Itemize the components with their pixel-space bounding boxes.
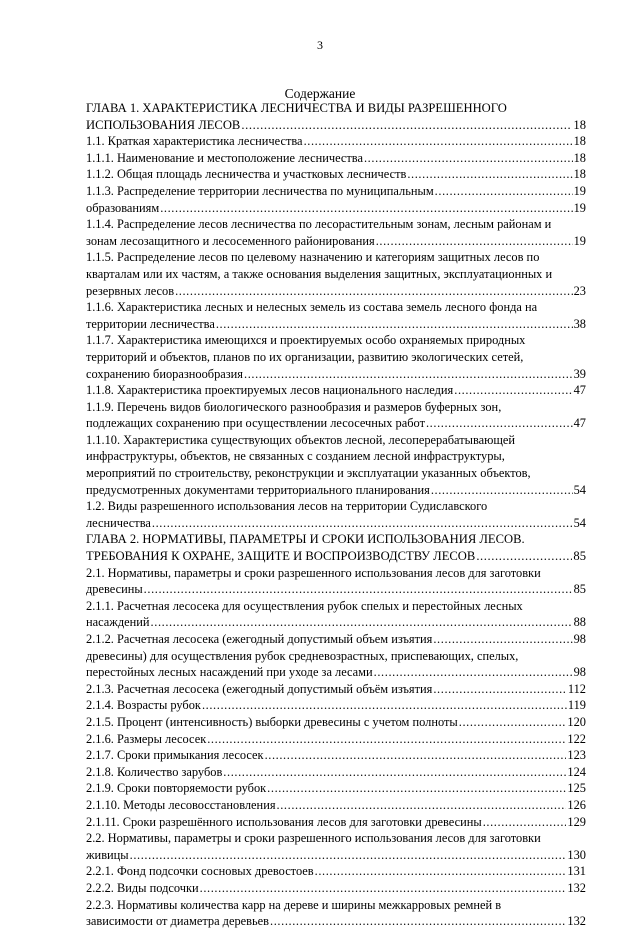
toc-entry-text: кварталам или их частям, а также основания выделения защитных, эксплуатационных и xyxy=(86,266,553,281)
toc-entry-row xyxy=(86,166,586,183)
toc-entry xyxy=(86,747,586,764)
toc-dot-leader xyxy=(364,150,573,167)
toc-dot-leader xyxy=(216,316,573,333)
toc-entry-text: 1.1.2. Общая площадь лесничества и участковых лесничеств xyxy=(86,167,407,182)
toc-entry-text: 2.1.11. Сроки разрешённого использования лесов для заготовки древесины xyxy=(86,814,482,829)
toc-entry-text: насаждений xyxy=(86,615,150,630)
toc-dot-leader xyxy=(160,200,572,217)
toc-entry-text: 2.1.4. Возрасты рубок xyxy=(86,698,201,713)
toc-entry-row xyxy=(86,415,586,432)
toc-entry-row xyxy=(86,117,586,134)
toc-entry-text: 1.1.4. Распределение лесов лесничества по лесорастительным зонам, лесным районам и xyxy=(86,217,552,232)
toc-entry-text: мероприятий по строительству, реконструкции и эксплуатации указанных объектов, xyxy=(86,466,531,481)
toc-entry xyxy=(86,332,586,382)
toc-entry-text: 2.1.8. Количество зарубов xyxy=(86,764,223,779)
toc-page-number: 129 xyxy=(567,814,586,829)
toc-entry xyxy=(86,631,586,648)
toc-entry-row xyxy=(86,880,586,897)
toc-entry-text: 1.2. Виды разрешенного использования лесов на территории Судиславского xyxy=(86,499,488,514)
toc-entry-text: ГЛАВА 2. НОРМАТИВЫ, ПАРАМЕТРЫ И СРОКИ ИСПОЛЬЗОВАНИЯ ЛЕСОВ. xyxy=(86,532,525,547)
toc-page-number: 124 xyxy=(567,764,586,779)
toc-entry xyxy=(86,880,586,897)
toc-entry-row xyxy=(86,814,586,831)
toc-dot-leader xyxy=(435,183,573,200)
toc-entry-row xyxy=(86,366,586,383)
toc-page-number: 19 xyxy=(573,233,586,248)
toc-entry-row xyxy=(86,581,586,598)
toc-page-number: 38 xyxy=(573,316,586,331)
toc-dot-leader xyxy=(207,731,566,748)
toc-entry xyxy=(86,731,586,748)
toc-entry-text: зависимости от диаметра деревьев xyxy=(86,914,270,929)
toc-entry xyxy=(86,764,586,781)
toc-entry-row xyxy=(86,863,586,880)
toc-page-number: 18 xyxy=(573,134,586,149)
toc-entry xyxy=(86,648,586,681)
toc-entry xyxy=(86,150,586,167)
toc-page-number: 120 xyxy=(567,714,586,729)
toc-entry-text: образованиям xyxy=(86,200,160,215)
toc-entry-row xyxy=(86,780,586,797)
toc-entry-text: подлежащих сохранению при осуществлении лесосечных работ xyxy=(86,416,425,431)
toc-entry xyxy=(86,166,586,183)
toc-entry xyxy=(86,432,586,498)
toc-entry xyxy=(86,830,586,863)
toc-dot-leader xyxy=(407,166,572,183)
toc-entry-text: 1.1.1. Наименование и местоположение лесничества xyxy=(86,150,363,165)
toc-dot-leader xyxy=(374,664,573,681)
toc-dot-leader xyxy=(454,382,572,399)
toc-page-number: 130 xyxy=(567,847,586,862)
toc-entry-row xyxy=(86,764,586,781)
toc-entry-text: 2.1. Нормативы, параметры и сроки разрешенного использования лесов для заготовки xyxy=(86,565,541,580)
toc-entry xyxy=(86,565,586,598)
toc-dot-leader xyxy=(304,133,573,150)
toc-entry-text: 2.1.9. Сроки повторяемости рубок xyxy=(86,781,267,796)
toc-page-number: 18 xyxy=(573,167,586,182)
toc-page-number: 132 xyxy=(567,914,586,929)
toc-page-number: 98 xyxy=(573,665,586,680)
toc-entry-text: 2.1.5. Процент (интенсивность) выборки древесины с учетом полноты xyxy=(86,714,458,729)
toc-entry-row xyxy=(86,283,586,300)
toc-entry xyxy=(86,133,586,150)
toc-page-number: 23 xyxy=(573,283,586,298)
toc-entry xyxy=(86,897,586,930)
toc-entry xyxy=(86,681,586,698)
toc-entry-row xyxy=(86,664,586,681)
toc-page-number: 85 xyxy=(573,582,586,597)
toc-entry-row xyxy=(86,614,586,631)
toc-page-number: 54 xyxy=(573,482,586,497)
toc-chapter-entry xyxy=(86,100,586,133)
toc-dot-leader xyxy=(476,548,572,565)
toc-entry xyxy=(86,814,586,831)
toc-dot-leader xyxy=(144,581,573,598)
toc-entry-row xyxy=(86,847,586,864)
toc-entry xyxy=(86,183,586,200)
toc-page-number: 18 xyxy=(573,117,586,132)
page-number: 3 xyxy=(317,38,323,52)
toc-dot-leader xyxy=(223,764,566,781)
toc-page-number: 88 xyxy=(573,615,586,630)
toc-entry-text: территории лесничества xyxy=(86,316,215,331)
toc-page-number: 39 xyxy=(573,366,586,381)
toc-entry-text: 2.1.1. Расчетная лесосека для осуществления рубок спелых и перестойных лесных xyxy=(86,598,523,613)
toc-entry-text: 2.2. Нормативы, параметры и сроки разрешенного использования лесов для заготовки xyxy=(86,831,541,846)
toc-entry xyxy=(86,249,586,299)
toc-dot-leader xyxy=(376,233,573,250)
toc-entry-row xyxy=(86,548,586,565)
toc-dot-leader xyxy=(270,913,566,930)
toc-page-number: 18 xyxy=(573,150,586,165)
toc-page-number: 126 xyxy=(567,797,586,812)
toc-entry-text: 2.1.3. Расчетная лесосека (ежегодный допустимый объём изъятия xyxy=(86,681,433,696)
toc-entry-text: 2.2.3. Нормативы количества карр на дереве и ширины межкарровых ремней в xyxy=(86,897,502,912)
toc-dot-leader xyxy=(152,515,573,532)
toc-entry xyxy=(86,863,586,880)
toc-entry-text: лесничества xyxy=(86,515,151,530)
toc-entry-row xyxy=(86,482,586,499)
toc-entry xyxy=(86,797,586,814)
toc-page-number: 98 xyxy=(573,632,586,646)
toc-page-number: 54 xyxy=(573,515,586,530)
toc-page-number: 131 xyxy=(567,864,586,879)
toc-dot-leader xyxy=(267,780,566,797)
toc-entry-text: 2.1.2. Расчетная лесосека (ежегодный допустимый объем изъятия xyxy=(86,632,433,646)
toc-entry-text: 1.1.8. Характеристика проектируемых лесов национального наследия xyxy=(86,383,454,398)
toc-page-number: 112 xyxy=(567,681,586,696)
toc-entry xyxy=(86,780,586,797)
toc-entry-text: древесины) для осуществления рубок средневозрастных, приспевающих, спелых, xyxy=(86,648,519,663)
toc-entry-text: 1.1. Краткая характеристика лесничества xyxy=(86,134,303,149)
toc-entry-row xyxy=(86,233,586,250)
toc-dot-leader xyxy=(433,631,572,648)
toc-dot-leader xyxy=(130,847,567,864)
toc-entry-text: резервных лесов xyxy=(86,283,175,298)
toc-entry xyxy=(86,697,586,714)
toc-entry-text: 2.1.6. Размеры лесосек xyxy=(86,731,207,746)
toc-entry-row xyxy=(86,200,586,217)
toc-page-number: 85 xyxy=(573,549,586,564)
toc-entry-text: 2.1.7. Сроки примыкания лесосек xyxy=(86,748,264,763)
toc-entry-text: 1.1.3. Распределение территории лесничества по муниципальным xyxy=(86,183,434,198)
toc-dot-leader xyxy=(244,366,573,383)
toc-entry-row xyxy=(86,316,586,333)
toc-dot-leader xyxy=(151,614,573,631)
toc-entry-row xyxy=(86,913,586,930)
toc-dot-leader xyxy=(200,880,567,897)
toc-page-number: 119 xyxy=(567,698,586,713)
toc-entry-text: 1.1.6. Характеристика лесных и нелесных земель из состава земель лесного фонда на xyxy=(86,300,538,315)
toc-entry xyxy=(86,399,586,432)
toc-entry-text: зонам лесозащитного и лесосеменного районирования xyxy=(86,233,375,248)
toc-entry xyxy=(86,299,586,332)
toc-entry xyxy=(86,382,586,399)
toc-entry-text: территорий и объектов, планов по их организации, развитию экологических сетей, xyxy=(86,349,524,364)
toc-entry-row xyxy=(86,681,586,698)
toc-entry-row xyxy=(86,731,586,748)
toc-page-number: 19 xyxy=(573,200,586,215)
toc-entry-row xyxy=(86,714,586,731)
toc-entry-row xyxy=(86,631,586,648)
toc-entry-text: ГЛАВА 1. ХАРАКТЕРИСТИКА ЛЕСНИЧЕСТВА И ВИДЫ РАЗРЕШЕННОГО xyxy=(86,101,507,115)
toc-entry-row xyxy=(86,797,586,814)
toc-dot-leader xyxy=(202,697,567,714)
toc-page-number: 19 xyxy=(573,183,586,198)
toc-dot-leader xyxy=(175,283,573,300)
toc-dot-leader xyxy=(265,747,567,764)
toc-entry-text: 2.2.1. Фонд подсочки сосновых древостоев xyxy=(86,864,314,879)
toc-entry xyxy=(86,714,586,731)
toc-entry-text: 1.1.7. Характеристика имеющихся и проектируемых особо охраняемых природных xyxy=(86,333,526,348)
toc-page-number: 123 xyxy=(567,748,586,763)
toc-dot-leader xyxy=(277,797,567,814)
toc-entry-text: инфраструктуры, объектов, не связанных с созданием лесной инфраструктуры, xyxy=(86,449,505,464)
toc-title: Содержание xyxy=(284,86,356,101)
toc-entry-text: 1.1.10. Характеристика существующих объектов лесной, лесоперерабатывающей xyxy=(86,432,516,447)
toc-page-number: 47 xyxy=(573,383,586,398)
toc-entry-text: перестойных лесных насаждений при уходе за лесами xyxy=(86,665,373,680)
toc-entry-text: сохранению биоразнообразия xyxy=(86,366,243,381)
toc-entry-row xyxy=(86,382,586,399)
toc-dot-leader xyxy=(433,681,567,698)
toc-entry-text: ИСПОЛЬЗОВАНИЯ ЛЕСОВ xyxy=(86,117,241,132)
toc-page-number: 125 xyxy=(567,781,586,796)
toc-page-number: 132 xyxy=(567,880,586,895)
toc-dot-leader xyxy=(483,814,567,831)
toc-entry-text: живицы xyxy=(86,847,129,862)
table-of-contents xyxy=(86,100,586,930)
toc-entry-text: 1.1.9. Перечень видов биологического разнообразия и размеров буферных зон, xyxy=(86,399,502,414)
toc-entry-row xyxy=(86,515,586,532)
toc-entry-row xyxy=(86,697,586,714)
toc-dot-leader xyxy=(459,714,567,731)
toc-entry-text: предусмотренных документами территориального планирования xyxy=(86,482,430,497)
toc-entry xyxy=(86,200,586,217)
toc-entry-text: 2.1.10. Методы лесовосстановления xyxy=(86,797,276,812)
toc-entry-text: ТРЕБОВАНИЯ К ОХРАНЕ, ЗАЩИТЕ И ВОСПРОИЗВОДСТВУ ЛЕСОВ xyxy=(86,549,476,564)
toc-entry xyxy=(86,598,586,631)
toc-entry-row xyxy=(86,150,586,167)
toc-page-number: 47 xyxy=(573,416,586,431)
toc-dot-leader xyxy=(426,415,573,432)
toc-entry-row xyxy=(86,133,586,150)
toc-entry-row xyxy=(86,747,586,764)
toc-dot-leader xyxy=(241,117,572,134)
toc-entry xyxy=(86,216,586,249)
toc-entry-text: 1.1.5. Распределение лесов по целевому назначению и категориям защитных лесов по xyxy=(86,250,540,265)
toc-dot-leader xyxy=(431,482,573,499)
toc-entry-text: 2.2.2. Виды подсочки xyxy=(86,880,199,895)
toc-page-number: 122 xyxy=(567,731,586,746)
toc-chapter-entry xyxy=(86,531,586,564)
toc-entry-row xyxy=(86,183,586,200)
toc-dot-leader xyxy=(315,863,567,880)
toc-entry-text: древесины xyxy=(86,582,143,597)
toc-entry xyxy=(86,498,586,531)
